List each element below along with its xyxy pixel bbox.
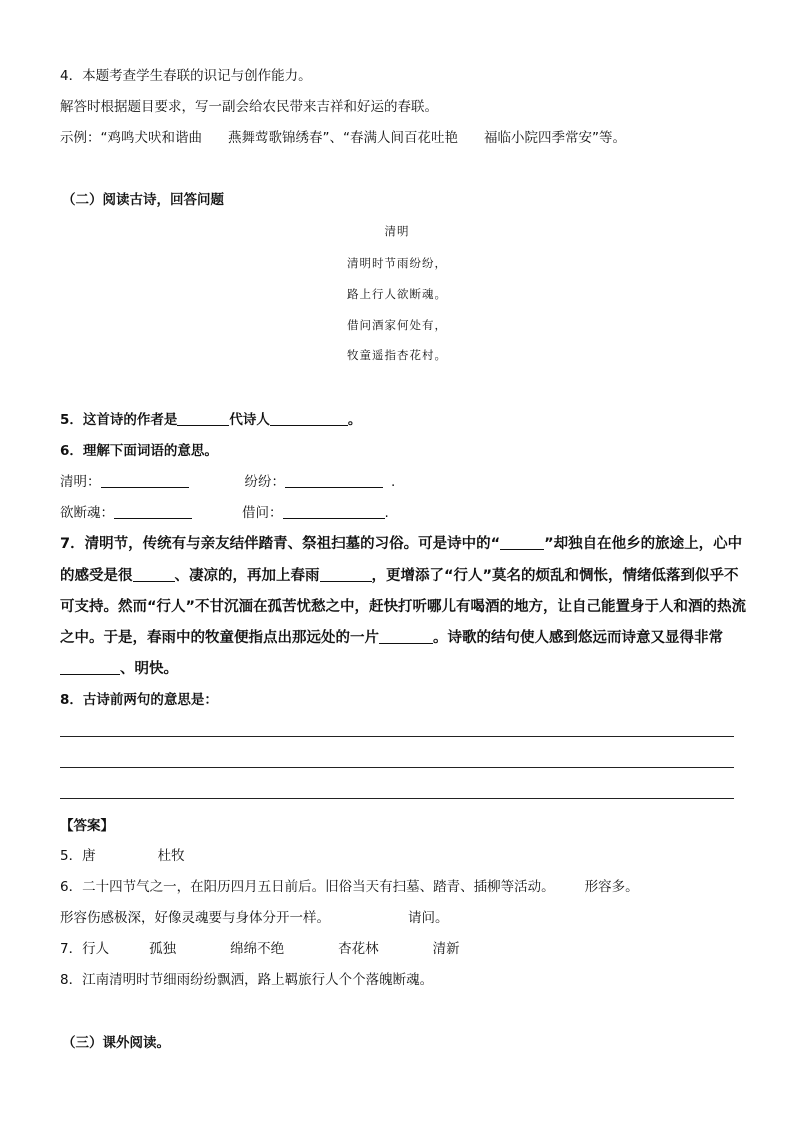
answers-heading: 【答案】 bbox=[60, 818, 114, 834]
q6-fenfen-blank[interactable] bbox=[285, 473, 383, 488]
answer-6-qingming: 6．二十四节气之一，在阳历四月五日前后。旧俗当天有扫墓、踏青、插柳等活动。 bbox=[60, 879, 555, 895]
question-6: 6．理解下面词语的意思。 bbox=[60, 443, 218, 459]
q5-text-b: 代诗人 bbox=[229, 412, 270, 428]
q6-fenfen-end: . bbox=[391, 474, 396, 490]
q7-line-2-c: ，更增添了“行人”莫名的烦乱和惆怅，情绪低落到似乎不 bbox=[371, 568, 739, 584]
poem-line-2: 路上行人欲断魂。 bbox=[347, 287, 447, 301]
q7-line-2-a: 的感受是很 bbox=[60, 568, 133, 584]
q4-example-part-c: 福临小院四季常安”等。 bbox=[484, 130, 626, 146]
answer-7 bbox=[60, 939, 460, 959]
q6-jiewen-label: 借问： bbox=[242, 505, 283, 521]
q6-yuduanhun-label: 欲断魂： bbox=[60, 505, 114, 521]
q7-line-1 bbox=[60, 534, 742, 554]
q4-hint: 解答时根据题目要求，写一副会给农民带来吉祥和好运的春联。 bbox=[60, 99, 438, 115]
q8-answer-line-3[interactable] bbox=[60, 798, 734, 799]
answer-8: 8．江南清明时节细雨纷纷飘洒，路上羁旅行人个个落魄断魂。 bbox=[60, 972, 434, 988]
q4-example-part-b: 燕舞莺歌锦绣春”、“春满人间百花吐艳 bbox=[228, 130, 458, 146]
q8-answer-line-1[interactable] bbox=[60, 736, 734, 737]
answer-6-line-2 bbox=[60, 908, 449, 928]
q7-blank-4[interactable] bbox=[379, 629, 433, 644]
poem-line-3: 借问酒家何处有， bbox=[347, 318, 447, 332]
answer-7-item-4: 杏花林 bbox=[338, 941, 379, 957]
q8-answer-line-2[interactable] bbox=[60, 767, 734, 768]
q7-line-4-a: 之中。于是，春雨中的牧童便指点出那远处的一片 bbox=[60, 630, 379, 646]
q7-line-2 bbox=[60, 566, 739, 586]
section3-heading: （三）课外阅读。 bbox=[62, 1035, 170, 1051]
q6-qingming-blank[interactable] bbox=[101, 473, 189, 488]
q5-text-c: 。 bbox=[347, 412, 362, 428]
answer-7-item-3: 绵绵不绝 bbox=[230, 941, 285, 957]
q4-example-part-a: 示例：“鸡鸣犬吠和谐曲 bbox=[60, 130, 202, 146]
q4-title: 4．本题考查学生春联的识记与创作能力。 bbox=[60, 68, 312, 84]
answer-5-dynasty: 5．唐 bbox=[60, 848, 96, 864]
answer-5-author: 杜牧 bbox=[157, 848, 185, 864]
q7-line-5-text: 、明快。 bbox=[120, 661, 178, 677]
answer-7-item-5: 清新 bbox=[432, 941, 460, 957]
q5-dynasty-blank[interactable] bbox=[177, 411, 229, 426]
q7-blank-1[interactable] bbox=[500, 535, 544, 550]
q6-jiewen-blank[interactable] bbox=[283, 504, 385, 519]
section2-heading: （二）阅读古诗，回答问题 bbox=[62, 192, 224, 208]
answer-6-jiewen: 请问。 bbox=[408, 910, 449, 926]
q6-qingming-label: 清明： bbox=[60, 474, 101, 490]
q7-line-5 bbox=[60, 659, 178, 679]
q6-fenfen-label: 纷纷： bbox=[244, 474, 285, 490]
answer-7-item-1: 7．行人 bbox=[60, 941, 110, 957]
question-5 bbox=[60, 410, 361, 430]
poem-title: 清明 bbox=[384, 224, 410, 238]
q7-blank-2[interactable] bbox=[133, 567, 175, 582]
q7-line-1-b: ”却独自在他乡的旅途上，心中 bbox=[544, 536, 743, 552]
answer-6-fenfen: 形容多。 bbox=[584, 879, 639, 895]
q7-blank-5[interactable] bbox=[60, 660, 120, 675]
q4-example bbox=[60, 128, 626, 148]
poem-line-1: 清明时节雨纷纷， bbox=[347, 256, 447, 270]
q7-line-4 bbox=[60, 628, 723, 648]
answer-6-line-1 bbox=[60, 877, 639, 897]
question-8: 8．古诗前两句的意思是： bbox=[60, 692, 218, 708]
q5-author-blank[interactable] bbox=[270, 411, 348, 426]
q5-text-a: 5．这首诗的作者是 bbox=[60, 412, 178, 428]
q6-yuduanhun-blank[interactable] bbox=[114, 504, 192, 519]
answer-7-item-2: 孤独 bbox=[149, 941, 177, 957]
q7-line-2-b: 、凄凉的，再加上春雨 bbox=[174, 568, 320, 584]
q7-line-4-b: 。诗歌的结句使人感到悠远而诗意又显得非常 bbox=[433, 630, 723, 646]
q6-jiewen-end: . bbox=[384, 505, 389, 521]
q7-line-1-a: 7．清明节，传统有与亲友结伴踏青、祭祖扫墓的习俗。可是诗中的“ bbox=[60, 536, 501, 552]
q6-row-1 bbox=[60, 472, 395, 492]
q7-line-3: 可支持。然而“行人”不甘沉湎在孤苦忧愁之中，赶快打听哪儿有喝酒的地方，让自己能置身于人和酒的热流 bbox=[60, 599, 747, 615]
q7-blank-3[interactable] bbox=[320, 567, 372, 582]
poem-line-4: 牧童遥指杏花村。 bbox=[347, 348, 447, 362]
answer-5 bbox=[60, 846, 185, 866]
answer-6-yuduanhun: 形容伤感极深，好像灵魂要与身体分开一样。 bbox=[60, 910, 330, 926]
q6-row-2 bbox=[60, 503, 389, 523]
